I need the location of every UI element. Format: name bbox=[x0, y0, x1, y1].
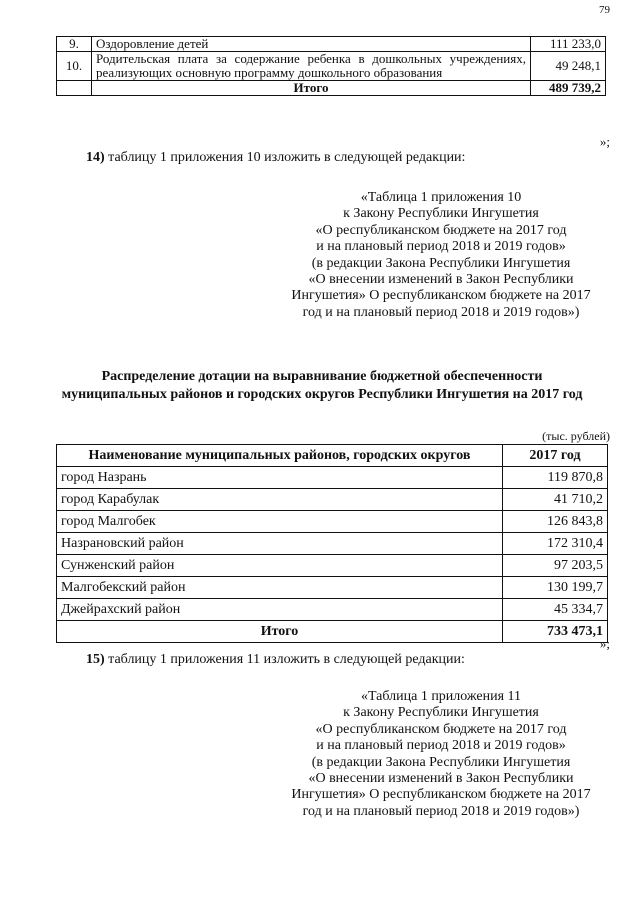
district-value: 119 870,8 bbox=[503, 467, 608, 489]
row-number: 9. bbox=[57, 37, 92, 52]
district-name: город Карабулак bbox=[57, 489, 503, 511]
quote-line: год и на плановый период 2018 и 2019 годов») bbox=[302, 304, 580, 320]
title-line: Распределение дотации на выравнивание бюджетной обеспеченности bbox=[101, 369, 543, 384]
row-name: Оздоровление детей bbox=[92, 37, 531, 52]
table-row bbox=[57, 37, 606, 52]
row-number-empty bbox=[57, 81, 92, 96]
total-value: 733 473,1 bbox=[503, 621, 608, 643]
total-row bbox=[57, 621, 608, 643]
title-line: муниципальных районов и городских округов Республики Ингушетия на 2017 год bbox=[61, 387, 583, 402]
quote-line: Ингушетия» О республиканском бюджете на 2017 bbox=[291, 288, 591, 304]
district-value: 45 334,7 bbox=[503, 599, 608, 621]
table-row bbox=[57, 577, 608, 599]
row-value: 111 233,0 bbox=[531, 37, 606, 52]
quote-line: «О внесении изменений в Закон Республики bbox=[308, 272, 574, 288]
header-name: Наименование муниципальных районов, городских округов bbox=[57, 445, 503, 467]
quote-line: и на плановый период 2018 и 2019 годов» bbox=[316, 738, 566, 754]
total-row bbox=[57, 81, 606, 96]
table-row bbox=[57, 52, 606, 81]
table-row bbox=[57, 489, 608, 511]
paragraph-text: таблицу 1 приложения 10 изложить в следующей редакции: bbox=[104, 150, 466, 165]
district-value: 97 203,5 bbox=[503, 555, 608, 577]
quote-line: (в редакции Закона Республики Ингушетия bbox=[311, 754, 571, 770]
total-label: Итого bbox=[92, 81, 531, 96]
quote-block-appendix-10 bbox=[276, 190, 606, 321]
total-label: Итого bbox=[57, 621, 503, 643]
total-value: 489 739,2 bbox=[531, 81, 606, 96]
quote-line: «Таблица 1 приложения 10 bbox=[360, 190, 522, 205]
row-value: 49 248,1 bbox=[531, 52, 606, 81]
closing-quote: »; bbox=[599, 134, 610, 149]
district-name: Малгобекский район bbox=[57, 577, 503, 599]
section-title bbox=[24, 368, 620, 404]
paragraph-text: таблицу 1 приложения 11 изложить в следующей редакции: bbox=[104, 652, 465, 667]
table-continuation bbox=[56, 36, 606, 96]
district-name: Назрановский район bbox=[57, 533, 503, 555]
paragraph-number: 15) bbox=[86, 652, 105, 667]
quote-line: «О республиканском бюджете на 2017 год bbox=[315, 721, 567, 737]
page-number: 79 bbox=[599, 4, 610, 16]
district-value: 41 710,2 bbox=[503, 489, 608, 511]
quote-line: Ингушетия» О республиканском бюджете на 2017 bbox=[291, 787, 591, 803]
district-value: 126 843,8 bbox=[503, 511, 608, 533]
quote-line: (в редакции Закона Республики Ингушетия bbox=[311, 255, 571, 271]
quote-line: к Закону Республики Ингушетия bbox=[343, 705, 539, 721]
paragraph-15 bbox=[86, 652, 465, 668]
table-row bbox=[57, 467, 608, 489]
quote-line: к Закону Республики Ингушетия bbox=[343, 206, 539, 222]
table-row bbox=[57, 533, 608, 555]
row-name: Родительская плата за содержание ребенка в дошкольных учреждениях, реализующих основную программу дошкольного образования bbox=[92, 52, 531, 81]
district-name: Джейрахский район bbox=[57, 599, 503, 621]
quote-line: «Таблица 1 приложения 11 bbox=[360, 689, 522, 704]
district-name: Сунженский район bbox=[57, 555, 503, 577]
header-year: 2017 год bbox=[503, 445, 608, 467]
quote-block-appendix-11 bbox=[276, 689, 606, 820]
quote-line: «О внесении изменений в Закон Республики bbox=[308, 771, 574, 787]
district-name: город Назрань bbox=[57, 467, 503, 489]
district-value: 130 199,7 bbox=[503, 577, 608, 599]
district-name: город Малгобек bbox=[57, 511, 503, 533]
table-row bbox=[57, 511, 608, 533]
table-header bbox=[57, 445, 608, 467]
quote-line: год и на плановый период 2018 и 2019 годов») bbox=[302, 803, 580, 819]
district-value: 172 310,4 bbox=[503, 533, 608, 555]
row-number: 10. bbox=[57, 52, 92, 81]
units-label: (тыс. рублей) bbox=[542, 429, 610, 443]
paragraph-number: 14) bbox=[86, 150, 105, 165]
table-row bbox=[57, 599, 608, 621]
closing-quote: »; bbox=[599, 636, 610, 651]
subsidy-table bbox=[56, 444, 608, 643]
paragraph-14 bbox=[86, 150, 465, 166]
quote-line: и на плановый период 2018 и 2019 годов» bbox=[316, 239, 566, 255]
table-row bbox=[57, 555, 608, 577]
quote-line: «О республиканском бюджете на 2017 год bbox=[315, 222, 567, 238]
